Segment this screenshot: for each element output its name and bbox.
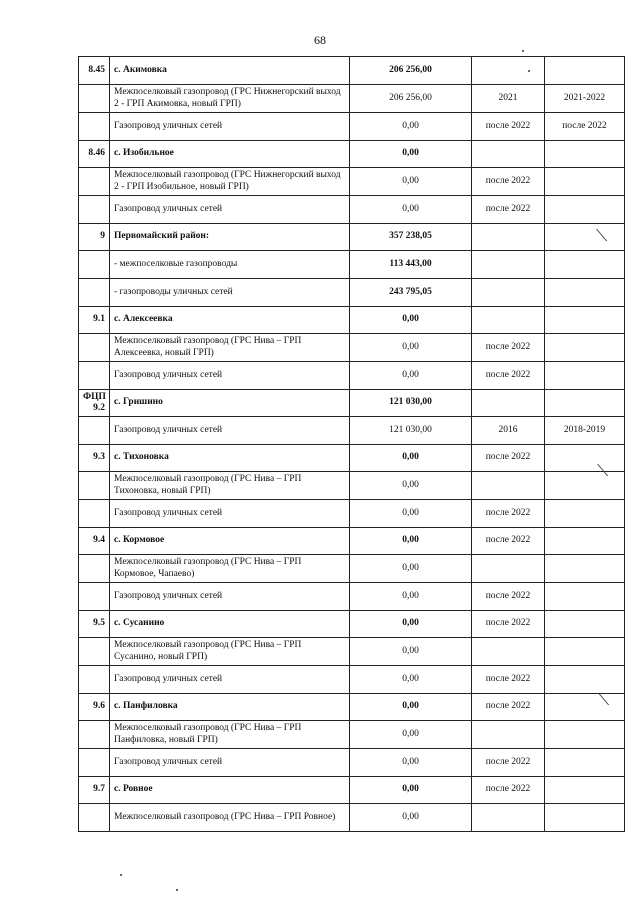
table-body (79, 57, 625, 832)
row-number (79, 583, 110, 611)
row-name: Межпоселковый газопровод (ГРС Нива – ГРП Ровное) (110, 804, 350, 832)
row-year-start (472, 472, 545, 500)
table-row (79, 445, 625, 472)
table-row (79, 638, 625, 666)
row-name: с. Сусанино (110, 611, 350, 638)
row-number (79, 279, 110, 307)
table-row (79, 555, 625, 583)
row-name: с. Панфиловка (110, 694, 350, 721)
table-row (79, 390, 625, 417)
row-year-end (545, 804, 625, 832)
row-sum: 243 795,05 (350, 279, 472, 307)
row-year-end (545, 749, 625, 777)
row-year-end (545, 555, 625, 583)
row-sum: 0,00 (350, 804, 472, 832)
row-year-start: после 2022 (472, 528, 545, 555)
row-sum: 206 256,00 (350, 85, 472, 113)
row-sum: 0,00 (350, 362, 472, 390)
row-number (79, 749, 110, 777)
row-year-start (472, 251, 545, 279)
row-year-end (545, 57, 625, 85)
row-number (79, 804, 110, 832)
row-number: 9.5 (79, 611, 110, 638)
row-number (79, 85, 110, 113)
table-row (79, 251, 625, 279)
row-sum: 121 030,00 (350, 390, 472, 417)
row-sum: 0,00 (350, 472, 472, 500)
row-name: с. Алексеевка (110, 307, 350, 334)
table-row (79, 749, 625, 777)
row-year-start: 2016 (472, 417, 545, 445)
row-name: Газопровод уличных сетей (110, 113, 350, 141)
row-sum: 0,00 (350, 721, 472, 749)
row-year-start: после 2022 (472, 694, 545, 721)
row-year-end (545, 777, 625, 804)
row-year-start (472, 804, 545, 832)
table-row (79, 694, 625, 721)
row-year-end (545, 500, 625, 528)
table-row (79, 611, 625, 638)
row-number (79, 334, 110, 362)
row-name: Газопровод уличных сетей (110, 666, 350, 694)
row-sum: 357 238,05 (350, 224, 472, 251)
row-number (79, 417, 110, 445)
row-sum: 0,00 (350, 113, 472, 141)
row-year-end (545, 445, 625, 472)
row-year-end (545, 168, 625, 196)
table-row (79, 168, 625, 196)
table-row (79, 57, 625, 85)
row-name: Межпоселковый газопровод (ГРС Нива – ГРП Кормовое, Чапаево) (110, 555, 350, 583)
row-year-start (472, 279, 545, 307)
row-name: Межпоселковый газопровод (ГРС Нива – ГРП Алексеевка, новый ГРП) (110, 334, 350, 362)
table-row (79, 528, 625, 555)
row-number (79, 638, 110, 666)
page-number: 68 (314, 33, 326, 47)
row-year-start: после 2022 (472, 113, 545, 141)
row-number: 9.6 (79, 694, 110, 721)
row-name: с. Акимовка (110, 57, 350, 85)
row-sum: 0,00 (350, 555, 472, 583)
row-sum: 0,00 (350, 528, 472, 555)
row-year-start: после 2022 (472, 666, 545, 694)
row-number (79, 472, 110, 500)
row-sum: 0,00 (350, 500, 472, 528)
row-name: с. Изобильное (110, 141, 350, 168)
row-year-end (545, 472, 625, 500)
row-sum: 0,00 (350, 666, 472, 694)
row-sum: 0,00 (350, 141, 472, 168)
row-year-end (545, 721, 625, 749)
row-year-start: после 2022 (472, 445, 545, 472)
row-sum: 0,00 (350, 694, 472, 721)
table-row (79, 500, 625, 528)
row-name: - газопроводы уличных сетей (110, 279, 350, 307)
row-name: Газопровод уличных сетей (110, 749, 350, 777)
row-number (79, 555, 110, 583)
row-year-start: после 2022 (472, 362, 545, 390)
row-year-start: после 2022 (472, 500, 545, 528)
row-name: Межпоселковый газопровод (ГРС Нива – ГРП Тихоновка, новый ГРП) (110, 472, 350, 500)
row-name: с. Тихоновка (110, 445, 350, 472)
table-row (79, 417, 625, 445)
row-year-end (545, 279, 625, 307)
row-sum: 0,00 (350, 196, 472, 224)
row-name: Газопровод уличных сетей (110, 417, 350, 445)
row-name: - межпоселковые газопроводы (110, 251, 350, 279)
row-sum: 0,00 (350, 611, 472, 638)
row-number: 9.1 (79, 307, 110, 334)
row-year-end (545, 694, 625, 721)
row-year-end (545, 334, 625, 362)
pen-mark: ⟍ (597, 461, 609, 480)
row-sum: 0,00 (350, 445, 472, 472)
row-year-start (472, 555, 545, 583)
row-year-end (545, 362, 625, 390)
row-year-end (545, 390, 625, 417)
table-row (79, 777, 625, 804)
row-number: 9 (79, 224, 110, 251)
pen-mark: ⟍ (598, 690, 610, 709)
row-name: с. Гришино (110, 390, 350, 417)
table-row (79, 362, 625, 390)
row-number: 9.7 (79, 777, 110, 804)
row-year-start (472, 721, 545, 749)
gas-pipeline-table (78, 56, 625, 832)
row-name: Межпоселковый газопровод (ГРС Нива – ГРП Панфиловка, новый ГРП) (110, 721, 350, 749)
speck (528, 70, 530, 72)
row-name: Первомайский район: (110, 224, 350, 251)
row-number: 9.4 (79, 528, 110, 555)
row-number: 8.46 (79, 141, 110, 168)
row-sum: 0,00 (350, 583, 472, 611)
row-year-end: 2021-2022 (545, 85, 625, 113)
speck (120, 874, 122, 876)
row-name: Газопровод уличных сетей (110, 362, 350, 390)
row-year-end (545, 141, 625, 168)
table-row (79, 721, 625, 749)
row-name: Межпоселковый газопровод (ГРС Нива – ГРП Сусанино, новый ГРП) (110, 638, 350, 666)
table-row (79, 666, 625, 694)
table-row (79, 583, 625, 611)
row-year-end: 2018-2019 (545, 417, 625, 445)
row-name: Газопровод уличных сетей (110, 500, 350, 528)
row-number (79, 168, 110, 196)
row-year-start: после 2022 (472, 749, 545, 777)
table-row (79, 334, 625, 362)
row-year-end (545, 307, 625, 334)
row-sum: 0,00 (350, 638, 472, 666)
row-year-start (472, 638, 545, 666)
row-sum: 0,00 (350, 334, 472, 362)
row-number (79, 196, 110, 224)
row-year-end (545, 224, 625, 251)
row-year-end (545, 196, 625, 224)
row-sum: 113 443,00 (350, 251, 472, 279)
table-row (79, 279, 625, 307)
row-number: ФЦП 9.2 (79, 390, 110, 417)
row-year-start (472, 224, 545, 251)
row-number: 9.3 (79, 445, 110, 472)
row-sum: 0,00 (350, 777, 472, 804)
pen-mark: ⟍ (596, 226, 608, 245)
table-row (79, 307, 625, 334)
row-sum: 0,00 (350, 168, 472, 196)
table-row (79, 224, 625, 251)
speck (522, 50, 524, 52)
row-year-end (545, 638, 625, 666)
row-name: Газопровод уличных сетей (110, 196, 350, 224)
row-name: Межпоселковый газопровод (ГРС Нижнегорский выход 2 - ГРП Акимовка, новый ГРП) (110, 85, 350, 113)
row-number: 8.45 (79, 57, 110, 85)
row-year-end (545, 611, 625, 638)
table-row (79, 141, 625, 168)
row-sum: 206 256,00 (350, 57, 472, 85)
row-year-start: после 2022 (472, 334, 545, 362)
row-year-end (545, 583, 625, 611)
table-row (79, 85, 625, 113)
row-number (79, 666, 110, 694)
row-number (79, 362, 110, 390)
row-number (79, 500, 110, 528)
row-sum: 0,00 (350, 749, 472, 777)
row-year-start: после 2022 (472, 196, 545, 224)
row-name: с. Ровное (110, 777, 350, 804)
speck (176, 889, 178, 891)
row-year-start: после 2022 (472, 168, 545, 196)
row-year-start: 2021 (472, 85, 545, 113)
row-name: Газопровод уличных сетей (110, 583, 350, 611)
table-row (79, 113, 625, 141)
row-year-end (545, 251, 625, 279)
row-year-end (545, 666, 625, 694)
table-row (79, 804, 625, 832)
row-year-start: после 2022 (472, 611, 545, 638)
row-sum: 121 030,00 (350, 417, 472, 445)
row-year-start (472, 390, 545, 417)
row-name: с. Кормовое (110, 528, 350, 555)
table-row (79, 472, 625, 500)
row-year-start (472, 141, 545, 168)
row-year-end: после 2022 (545, 113, 625, 141)
row-year-end (545, 528, 625, 555)
row-year-start (472, 307, 545, 334)
row-sum: 0,00 (350, 307, 472, 334)
table-row (79, 196, 625, 224)
row-year-start: после 2022 (472, 583, 545, 611)
row-number (79, 251, 110, 279)
row-year-start: после 2022 (472, 777, 545, 804)
row-number (79, 113, 110, 141)
row-year-start (472, 57, 545, 85)
row-name: Межпоселковый газопровод (ГРС Нижнегорский выход 2 - ГРП Изобильное, новый ГРП) (110, 168, 350, 196)
row-number (79, 721, 110, 749)
